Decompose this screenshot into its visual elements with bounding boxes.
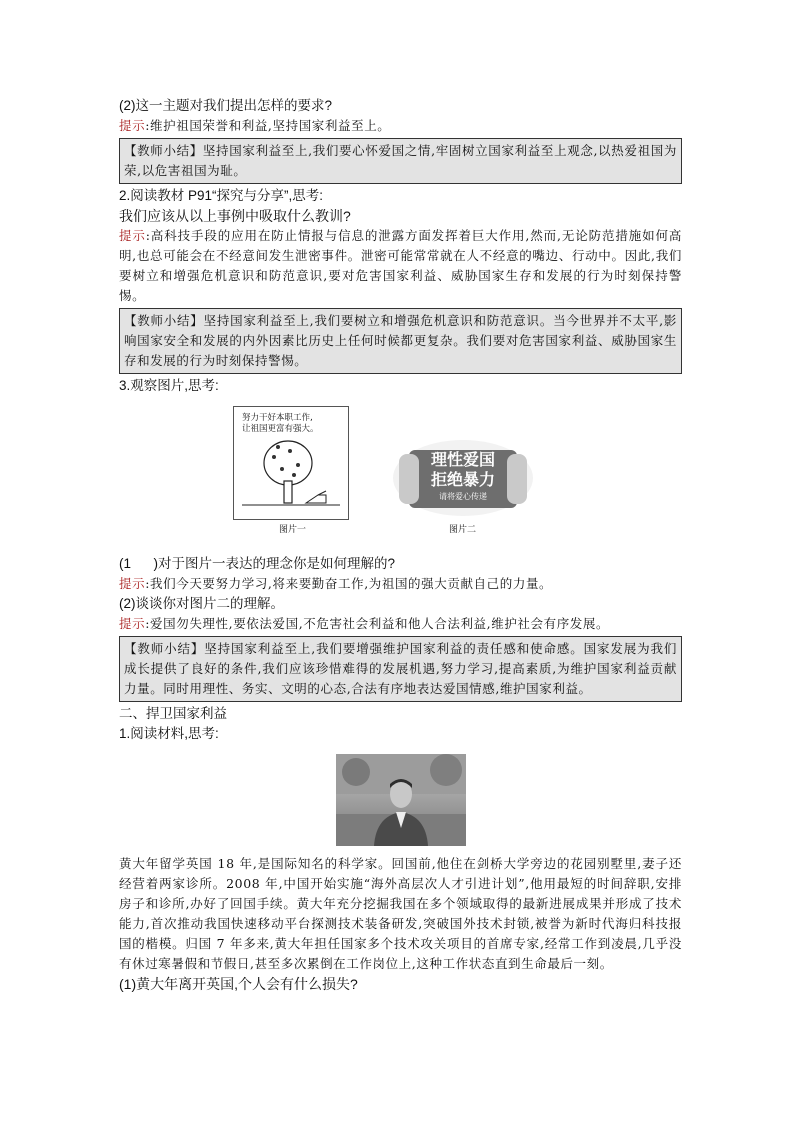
hint-4 xyxy=(119,574,682,594)
hint-5 xyxy=(119,614,682,634)
figure-2-line2: 拒绝暴力 xyxy=(430,470,495,489)
person-icon xyxy=(336,754,466,846)
figure-row xyxy=(119,400,682,538)
hint-label: 提示 xyxy=(119,616,146,631)
figure-2-caption: 图片二 xyxy=(449,525,477,535)
teacher-summary-3: 【教师小结】坚持国家利益至上,我们要增强维护国家利益的责任感和使命感。国家发展为我们成长提供了良好的条件,我们应该珍惜难得的发展机遇,努力学习,提高素质,为维护国家利益贡献力量。同时用理性、务实、文明的心态,合法有序地表达爱国情感,维护国家利益。 xyxy=(119,636,682,702)
figure-2-line3: 请将爱心传递 xyxy=(439,492,487,501)
figure-2-sign xyxy=(391,436,535,518)
hint-text: :高科技手段的应用在防止情报与信息的泄露方面发挥着巨大作用,然而,无论防范措施如何高明,也总可能会在不经意间发生泄密事件。泄密可能常常就在人不经意的嘴边、行动中。因此,我们要树立和增强危机意识和防范意识,要对危害国家利益、威胁国家生存和发展的行为时刻保持警惕。 xyxy=(119,228,682,303)
figure-2-line1: 理性爱国 xyxy=(430,450,495,469)
teacher-summary-2: 【教师小结】坚持国家利益至上,我们要树立和增强危机意识和防范意识。当今世界并不太平,影响国家安全和发展的内外因素比历史上任何时候都更复杂。我们要对危害国家利益、威胁国家生存和发展的行为时刻保持警惕。 xyxy=(119,308,682,374)
teacher-summary-1: 【教师小结】坚持国家利益至上,我们要心怀爱国之情,牢固树立国家利益至上观念,以热爱祖国为荣,以危害祖国为耻。 xyxy=(119,138,682,184)
hint-label: 提示 xyxy=(119,576,146,591)
tree-icon xyxy=(234,407,348,519)
hint-label: 提示 xyxy=(119,118,146,133)
question-3-2: (2)谈谈你对图片二的理解。 xyxy=(119,596,284,611)
question-2: (2)这一主题对我们提出怎样的要求? xyxy=(119,98,333,113)
document-page xyxy=(119,96,682,994)
task-3: 3.观察图片,思考: xyxy=(119,378,219,393)
task-2: 2.阅读教材 P91“探究与分享”,思考: xyxy=(119,188,324,203)
question-3-1: (1 )对于图片一表达的理念你是如何理解的? xyxy=(119,556,396,571)
hint-label: 提示 xyxy=(119,228,146,243)
section-2-question-1: (1)黄大年离开英国,个人会有什么损失? xyxy=(119,976,358,992)
hint-text: :爱国勿失理性,要依法爱国,不危害社会利益和他人合法利益,维护社会有序发展。 xyxy=(145,616,610,631)
figure-1-cartoon xyxy=(233,406,349,520)
material-text: 黄大年留学英国 18 年,是国际知名的科学家。回国前,他住在剑桥大学旁边的花园别墅里,妻子还经营着两家诊所。2008 年,中国开始实施“海外高层次人才引进计划”,他用最短的时间辞职,安排房子和诊所,办好了回国手续。黄大年充分挖掘我国在多个领域取得的最新进展成果并形成了技术能力,首次推动我国快速移动平台探测技术装备研发,突破国外技术封锁,被誉为新时代海归科技报国的楷模。归国 7 年多来,黄大年担任国家多个技术攻关项目的首席专家,经常工作到凌晨,几乎没有休过寒暑假和节假日,甚至多次累倒在工作岗位上,这种工作状态直到生命最后一刻。 xyxy=(119,856,682,971)
hint-2 xyxy=(119,116,682,136)
figure-1-text: 努力干好本职工作, 让祖国更富有强大。 xyxy=(242,413,319,434)
section-2-task-1: 1.阅读材料,思考: xyxy=(119,726,219,741)
hint-text: :维护祖国荣誉和利益,坚持国家利益至上。 xyxy=(145,118,391,133)
hint-text: :我们今天要努力学习,将来要勤奋工作,为祖国的强大贡献自己的力量。 xyxy=(145,576,553,591)
task-2-question: 我们应该从以上事例中吸取什么教训? xyxy=(119,208,351,224)
figure-1-caption: 图片一 xyxy=(279,525,307,535)
portrait-photo xyxy=(336,754,466,846)
section-2-heading: 二、捍卫国家利益 xyxy=(119,706,227,721)
hint-3 xyxy=(119,226,682,306)
